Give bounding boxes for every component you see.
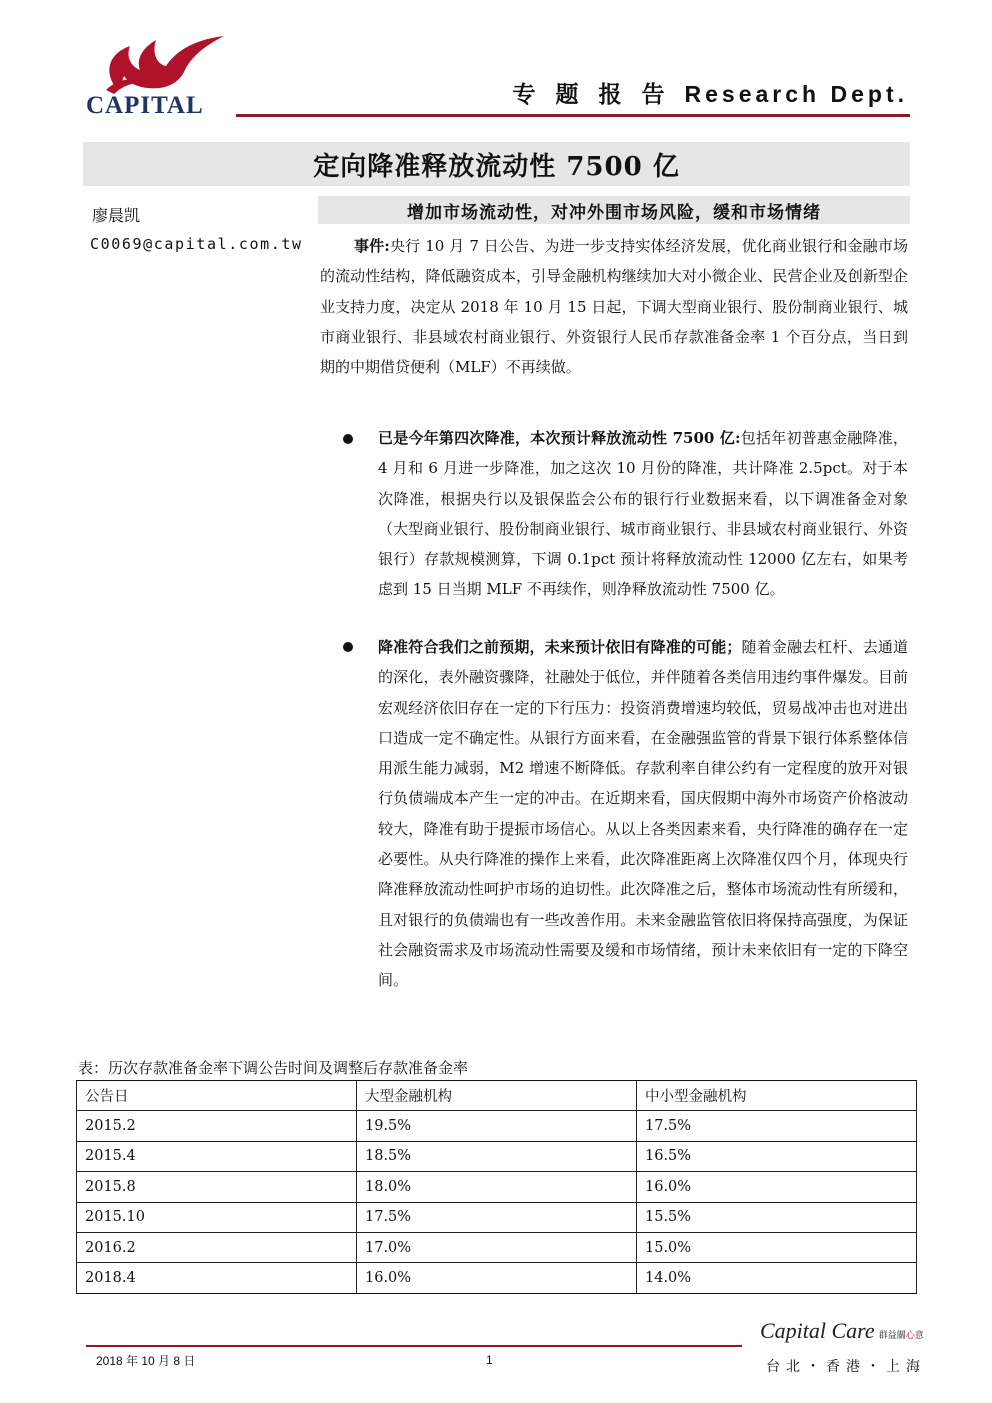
table-cell: 2015.4 (77, 1141, 357, 1171)
table-cell: 2015.10 (77, 1202, 357, 1232)
subtitle-band (318, 196, 910, 224)
table-cell: 16.5% (637, 1141, 917, 1171)
bullet-dot-icon (343, 434, 353, 444)
header-small-medium-institutions: 中小型金融机构 (637, 1081, 917, 1111)
table-cell: 17.5% (637, 1111, 917, 1141)
footer-brand-cn-1: 群益關 (878, 1330, 906, 1340)
bullet-1-lead: 已是今年第四次降准，本次预计释放流动性 7500 亿: (378, 429, 741, 447)
table-row (77, 1263, 917, 1293)
table-cell: 2016.2 (77, 1232, 357, 1262)
bullet-paragraph-1 (378, 423, 908, 605)
footer-divider (86, 1345, 742, 1347)
table-cell: 2018.4 (77, 1263, 357, 1293)
author-name: 廖晨凯 (92, 206, 141, 225)
table-cell: 17.0% (357, 1232, 637, 1262)
company-logo (86, 32, 236, 122)
title-band (83, 142, 910, 186)
header-announce-date: 公告日 (77, 1081, 357, 1111)
bullet-2-lead: 降准符合我们之前预期，未来预计依旧有降准的可能； (378, 638, 742, 656)
logo-text: CAPITAL (86, 92, 204, 119)
header-divider (236, 114, 910, 117)
report-type-cn: 专 题 报 告 (512, 82, 671, 108)
table-cell: 18.5% (357, 1141, 637, 1171)
reserve-ratio-table (76, 1080, 917, 1294)
bullet-paragraph-2 (378, 632, 908, 996)
table-row (77, 1141, 917, 1171)
table-cell: 18.0% (357, 1172, 637, 1202)
footer-cities: 台北・香港・上海 (766, 1359, 926, 1375)
footer-brand-heart: 心 (905, 1330, 915, 1340)
footer-brand-logo (760, 1318, 924, 1344)
table-row (77, 1232, 917, 1262)
table-row (77, 1111, 917, 1141)
report-title: 定向降准释放流动性 7500 亿 (313, 151, 680, 182)
table-cell: 15.0% (637, 1232, 917, 1262)
footer-date: 2018 年 10 月 8 日 (96, 1354, 196, 1368)
eagle-logo-icon (86, 32, 236, 94)
bullet-dot-icon (343, 642, 353, 652)
page-number: 1 (486, 1353, 493, 1367)
table-caption: 表：历次存款准备金率下调公告时间及调整后存款准备金率 (78, 1059, 469, 1077)
table-cell: 16.0% (357, 1263, 637, 1293)
table-row (77, 1202, 917, 1232)
author-email: C0069@capital.com.tw (90, 235, 303, 253)
table-cell: 2015.2 (77, 1111, 357, 1141)
table-cell: 14.0% (637, 1263, 917, 1293)
research-dept-label: Research Dept. (684, 81, 908, 107)
bullet-2-text: 随着金融去杠杆、去通道的深化，表外融资骤降，社融处于低位，并伴随着各类信用违约事件爆发。目前宏观经济依旧存在一定的下行压力：投资消费增速均较低，贸易战冲击也对进出口造成一定不确定性。从银行方面来看，在金融强监管的背景下银行体系整体信用派生能力减弱，M2 增速不断降低。存款利率自律公约有一定程度的放开对银行负债端成本产生一定的冲击。在近期来看，国庆假期中海外市场资产价格波动较大，降准有助于提振市场信心。从以上各类因素来看，央行降准的确存在一定必要性。从央行降准的操作上来看，此次降准距离上次降准仅四个月，体现央行降准释放流动性呵护市场的迫切性。此次降准之后，整体市场流动性有所缓和，且对银行的负债端也有一些改善作用。未来金融监管依旧将保持高强度，为保证社会融资需求及市场流动性需要及缓和市场情绪，预计未来依旧有一定的下降空间。 (378, 638, 908, 990)
footer-brand-text: Capital Care (760, 1318, 875, 1343)
footer-brand-cn (879, 1330, 924, 1340)
event-paragraph (320, 231, 908, 382)
table-header-row (77, 1081, 917, 1111)
table-cell: 2015.8 (77, 1172, 357, 1202)
event-lead: 事件: (354, 237, 390, 255)
report-subtitle: 增加市场流动性，对冲外围市场风险，缓和市场情绪 (407, 202, 821, 223)
header-large-institutions: 大型金融机构 (357, 1081, 637, 1111)
footer-brand-cn-2: 意 (914, 1330, 924, 1340)
table-cell: 16.0% (637, 1172, 917, 1202)
table-cell: 15.5% (637, 1202, 917, 1232)
table-row (77, 1172, 917, 1202)
bullet-1-text: 包括年初普惠金融降准，4 月和 6 月进一步降准，加之这次 10 月份的降准，共计降准 2.5pct。对于本次降准，根据央行以及银保监会公布的银行行业数据来看，以下调准备金对象（大型商业银行、股份制商业银行、城市商业银行、非县域农村商业银行、外资银行）存款规模测算，下调 0.1pct 预计将释放流动性 12000 亿左右，如果考虑到 15 日当期 MLF 不再续作，则净释放流动性 7500 亿。 (378, 429, 908, 599)
report-type-heading (513, 76, 909, 109)
table-cell: 19.5% (357, 1111, 637, 1141)
event-text: 央行 10 月 7 日公告、为进一步支持实体经济发展，优化商业银行和金融市场的流动性结构，降低融资成本，引导金融机构继续加大对小微企业、民营企业及创新型企业支持力度，决定从 2018 年 10 月 15 日起，下调大型商业银行、股份制商业银行、城市商业银行、非县域农村商业银行、外资银行人民币存款准备金率 1 个百分点，当日到期的中期借贷便利（MLF）不再续做。 (320, 237, 908, 377)
table-cell: 17.5% (357, 1202, 637, 1232)
